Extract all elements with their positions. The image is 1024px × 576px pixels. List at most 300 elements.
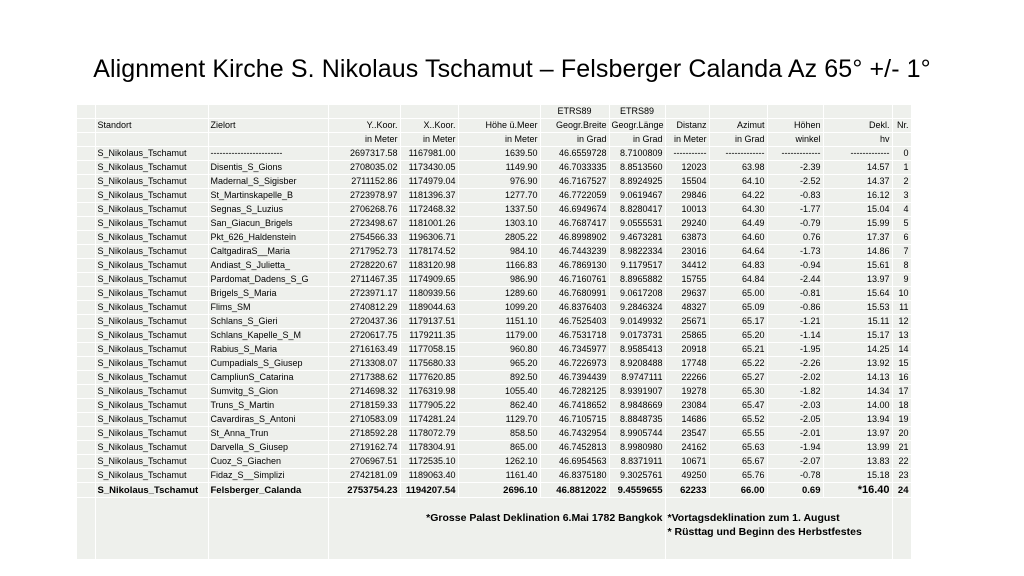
cell-laenge: 9.3025761: [609, 469, 665, 483]
cell-breite: 46.7167527: [540, 175, 609, 189]
cell-distanz: 17748: [665, 357, 709, 371]
cell-azimut: 64.49: [709, 217, 767, 231]
row-margin-cell: [77, 203, 95, 217]
cell-laenge: 8.7100809: [609, 147, 665, 161]
cell-x: 1178072.79: [400, 427, 458, 441]
cell-hoehenwinkel: -2.07: [767, 455, 823, 469]
cell-zielort: Rabius_S_Maria: [208, 343, 328, 357]
cell-standort: S_Nikolaus_Tschamut: [95, 287, 208, 301]
cell-standort: S_Nikolaus_Tschamut: [95, 357, 208, 371]
cell-distanz: 29637: [665, 287, 709, 301]
cell-dekl: 15.64: [823, 287, 892, 301]
cell-y: 2728220.67: [328, 259, 400, 273]
unit-hoehenwinkel: winkel: [767, 133, 823, 147]
row-margin-cell: [77, 245, 95, 259]
cell-y: 2697317.58: [328, 147, 400, 161]
table-row: [77, 469, 911, 483]
cell-hoehenwinkel: -2.44: [767, 273, 823, 287]
cell-hoehe: 1289.60: [458, 287, 540, 301]
table-row: [77, 147, 911, 161]
cell-azimut: -------------: [709, 147, 767, 161]
cell-hoehe: 1151.10: [458, 315, 540, 329]
cell-hoehe: 965.20: [458, 357, 540, 371]
cell-dekl: 15.11: [823, 315, 892, 329]
table-row: [77, 287, 911, 301]
cell-hoehenwinkel: -2.02: [767, 371, 823, 385]
cell-breite: 46.7105715: [540, 413, 609, 427]
row-margin-cell: [77, 301, 95, 315]
cell-hoehenwinkel: -0.78: [767, 469, 823, 483]
row-margin-cell: [77, 231, 95, 245]
cell-y: 2723498.67: [328, 217, 400, 231]
cell-laenge: 9.4559655: [609, 483, 665, 498]
cell-hoehe: 892.50: [458, 371, 540, 385]
alignment-table-sheet: [77, 105, 911, 560]
header-row-2: [77, 119, 911, 133]
cell-hoehenwinkel: -1.21: [767, 315, 823, 329]
cell-breite: 46.8812022: [540, 483, 609, 498]
cell-zielort: Flims_SM: [208, 301, 328, 315]
cell-standort: S_Nikolaus_Tschamut: [95, 189, 208, 203]
unit-azimut: in Grad: [709, 133, 767, 147]
cell-dekl: 13.94: [823, 413, 892, 427]
cell-y: 2720437.36: [328, 315, 400, 329]
cell-x: 1189063.40: [400, 469, 458, 483]
cell-hoehe: 1166.83: [458, 259, 540, 273]
cell-standort: S_Nikolaus_Tschamut: [95, 385, 208, 399]
cell-zielort: CaltgadiraS__Maria: [208, 245, 328, 259]
row-margin-cell: [77, 273, 95, 287]
table-row: [77, 427, 911, 441]
cell-hoehenwinkel: -0.79: [767, 217, 823, 231]
header-hoehenwinkel: Höhen: [767, 119, 823, 133]
header-row-3: [77, 133, 911, 147]
cell-hoehe: 858.50: [458, 427, 540, 441]
row-margin-cell: [77, 175, 95, 189]
cell-breite: 46.7531718: [540, 329, 609, 343]
header-nr: Nr.: [892, 119, 911, 133]
cell-x: 1173430.05: [400, 161, 458, 175]
cell-x: 1180939.56: [400, 287, 458, 301]
cell-distanz: 25865: [665, 329, 709, 343]
cell-x: 1174909.65: [400, 273, 458, 287]
cell-hoehe: 1055.40: [458, 385, 540, 399]
row-margin-cell: [77, 259, 95, 273]
cell-dekl: 15.04: [823, 203, 892, 217]
cell-hoehenwinkel: -1.82: [767, 385, 823, 399]
cell-breite: 46.7282125: [540, 385, 609, 399]
cell-azimut: 65.21: [709, 343, 767, 357]
row-margin-cell: [77, 161, 95, 175]
header-zielort: Zielort: [208, 119, 328, 133]
header-hoehe: Höhe ü.Meer: [458, 119, 540, 133]
cell-y: 2713308.07: [328, 357, 400, 371]
cell-breite: 46.7033335: [540, 161, 609, 175]
cell-distanz: 12023: [665, 161, 709, 175]
cell-zielort: Cavardiras_S_Antoni: [208, 413, 328, 427]
cell-dekl: 14.00: [823, 399, 892, 413]
cell-nr: 22: [892, 455, 911, 469]
cell-zielort: Disentis_S_Gions: [208, 161, 328, 175]
cell-laenge: 8.9822334: [609, 245, 665, 259]
cell-nr: 4: [892, 203, 911, 217]
cell-hoehe: 1303.10: [458, 217, 540, 231]
cell-y: 2711467.35: [328, 273, 400, 287]
cell-standort: S_Nikolaus_Tschamut: [95, 399, 208, 413]
cell-y: 2742181.09: [328, 469, 400, 483]
table-row: [77, 245, 911, 259]
cell-distanz: 14686: [665, 413, 709, 427]
cell-x: 1183120.98: [400, 259, 458, 273]
cell-x: 1177058.15: [400, 343, 458, 357]
cell-standort: S_Nikolaus_Tschamut: [95, 147, 208, 161]
cell-nr: 11: [892, 301, 911, 315]
cell-breite: 46.6954563: [540, 455, 609, 469]
cell-y: 2718159.33: [328, 399, 400, 413]
cell-breite: 46.7443239: [540, 245, 609, 259]
cell-distanz: 10671: [665, 455, 709, 469]
cell-breite: 46.6559728: [540, 147, 609, 161]
cell-distanz: 19278: [665, 385, 709, 399]
cell-hoehe: 1161.40: [458, 469, 540, 483]
cell-y: 2754566.33: [328, 231, 400, 245]
cell-zielort: Cuoz_S_Giachen: [208, 455, 328, 469]
cell-dekl: 17.37: [823, 231, 892, 245]
cell-laenge: 9.1179517: [609, 259, 665, 273]
cell-x: 1177905.22: [400, 399, 458, 413]
cell-nr: 19: [892, 413, 911, 427]
header-breite-system: ETRS89: [540, 105, 609, 119]
unit-breite: in Grad: [540, 133, 609, 147]
cell-zielort: St_Anna_Trun: [208, 427, 328, 441]
footnote-vortag: [665, 498, 892, 560]
table-row: [77, 413, 911, 427]
cell-azimut: 65.76: [709, 469, 767, 483]
cell-laenge: 8.9585413: [609, 343, 665, 357]
row-margin-cell: [77, 385, 95, 399]
row-margin-cell: [77, 147, 95, 161]
cell-y: 2710583.09: [328, 413, 400, 427]
cell-zielort: CampliunS_Catarina: [208, 371, 328, 385]
footnote-vortag-line1: *Vortagsdeklination zum 1. August: [667, 512, 840, 524]
cell-azimut: 65.63: [709, 441, 767, 455]
cell-distanz: 23547: [665, 427, 709, 441]
cell-azimut: 65.27: [709, 371, 767, 385]
cell-laenge: 8.9980980: [609, 441, 665, 455]
cell-y: 2706967.51: [328, 455, 400, 469]
cell-hoehenwinkel: -0.83: [767, 189, 823, 203]
cell-hoehe: 976.90: [458, 175, 540, 189]
row-margin-cell: [77, 217, 95, 231]
table-row: [77, 231, 911, 245]
cell-nr: 18: [892, 399, 911, 413]
header-y-koor: Y..Koor.: [328, 119, 400, 133]
cell-distanz: 25671: [665, 315, 709, 329]
cell-dekl: 13.97: [823, 427, 892, 441]
cell-azimut: 65.20: [709, 329, 767, 343]
cell-nr: 16: [892, 371, 911, 385]
cell-y: 2717388.62: [328, 371, 400, 385]
cell-standort: S_Nikolaus_Tschamut: [95, 273, 208, 287]
cell-distanz: 29240: [665, 217, 709, 231]
cell-nr: 23: [892, 469, 911, 483]
cell-x: 1175680.33: [400, 357, 458, 371]
cell-nr: 17: [892, 385, 911, 399]
cell-azimut: 64.60: [709, 231, 767, 245]
cell-hoehe: 1179.00: [458, 329, 540, 343]
cell-zielort: Andiast_S_Julietta_: [208, 259, 328, 273]
cell-zielort: St_Martinskapelle_B: [208, 189, 328, 203]
cell-zielort: Brigels_S_Maria: [208, 287, 328, 301]
cell-zielort: Felsberger_Calanda: [208, 483, 328, 498]
cell-breite: 46.8998902: [540, 231, 609, 245]
cell-laenge: 9.0173731: [609, 329, 665, 343]
cell-distanz: -----------: [665, 147, 709, 161]
cell-azimut: 64.30: [709, 203, 767, 217]
cell-hoehenwinkel: -2.26: [767, 357, 823, 371]
cell-y: 2717952.73: [328, 245, 400, 259]
table-row: [77, 343, 911, 357]
cell-distanz: 15755: [665, 273, 709, 287]
table-row: [77, 189, 911, 203]
cell-hoehenwinkel: -2.39: [767, 161, 823, 175]
table-row: [77, 161, 911, 175]
cell-breite: 46.7680991: [540, 287, 609, 301]
unit-x: in Meter: [400, 133, 458, 147]
cell-dekl: 15.53: [823, 301, 892, 315]
cell-hoehenwinkel: -0.81: [767, 287, 823, 301]
cell-standort: S_Nikolaus_Tschamut: [95, 203, 208, 217]
cell-x: 1167981.00: [400, 147, 458, 161]
cell-y: 2720617.75: [328, 329, 400, 343]
cell-laenge: 9.0619467: [609, 189, 665, 203]
cell-standort: S_Nikolaus_Tschamut: [95, 231, 208, 245]
cell-x: 1174281.24: [400, 413, 458, 427]
cell-azimut: 65.52: [709, 413, 767, 427]
cell-hoehenwinkel: -1.14: [767, 329, 823, 343]
cell-zielort: Schlans_S_Gieri: [208, 315, 328, 329]
cell-distanz: 24162: [665, 441, 709, 455]
cell-x: 1194207.54: [400, 483, 458, 498]
cell-y: 2714698.32: [328, 385, 400, 399]
cell-azimut: 66.00: [709, 483, 767, 498]
cell-y: 2719162.74: [328, 441, 400, 455]
table-row: [77, 315, 911, 329]
cell-zielort: Madernal_S_Sigisber: [208, 175, 328, 189]
cell-hoehe: 986.90: [458, 273, 540, 287]
unit-distanz: in Meter: [665, 133, 709, 147]
cell-laenge: 8.8371911: [609, 455, 665, 469]
unit-dekl: hv: [823, 133, 892, 147]
cell-x: 1189044.63: [400, 301, 458, 315]
cell-nr: 10: [892, 287, 911, 301]
cell-hoehe: 2805.22: [458, 231, 540, 245]
cell-laenge: 8.8965882: [609, 273, 665, 287]
row-margin-cell: [77, 469, 95, 483]
cell-hoehe: 960.80: [458, 343, 540, 357]
cell-nr: 3: [892, 189, 911, 203]
row-margin-cell: [77, 287, 95, 301]
cell-breite: 46.8375180: [540, 469, 609, 483]
table-row: [77, 329, 911, 343]
row-margin-cell: [77, 441, 95, 455]
cell-y: 2706268.76: [328, 203, 400, 217]
cell-breite: 46.7394439: [540, 371, 609, 385]
cell-nr: 0: [892, 147, 911, 161]
cell-azimut: 65.67: [709, 455, 767, 469]
cell-nr: 14: [892, 343, 911, 357]
page-title: Alignment Kirche S. Nikolaus Tschamut – Felsberger Calanda Az 65° +/- 1°: [93, 55, 931, 83]
cell-hoehenwinkel: -------------: [767, 147, 823, 161]
cell-laenge: 9.0149932: [609, 315, 665, 329]
cell-hoehenwinkel: -0.94: [767, 259, 823, 273]
cell-azimut: 64.64: [709, 245, 767, 259]
table-row: [77, 217, 911, 231]
cell-dekl: 13.99: [823, 441, 892, 455]
table-row: [77, 259, 911, 273]
cell-zielort: Schlans_Kapelle_S_M: [208, 329, 328, 343]
cell-standort: S_Nikolaus_Tschamut: [95, 259, 208, 273]
cell-distanz: 62233: [665, 483, 709, 498]
footnote-bangkok: *Grosse Palast Deklination 6.Mai 1782 Bangkok: [328, 498, 665, 560]
cell-nr: 5: [892, 217, 911, 231]
cell-laenge: 9.0555531: [609, 217, 665, 231]
cell-dekl: 15.17: [823, 329, 892, 343]
cell-breite: 46.7687417: [540, 217, 609, 231]
cell-dekl: -------------: [823, 147, 892, 161]
cell-distanz: 20918: [665, 343, 709, 357]
cell-hoehenwinkel: -2.05: [767, 413, 823, 427]
row-margin-cell: [77, 455, 95, 469]
cell-x: 1177620.85: [400, 371, 458, 385]
cell-standort: S_Nikolaus_Tschamut: [95, 161, 208, 175]
cell-hoehe: 865.00: [458, 441, 540, 455]
cell-dekl: 14.25: [823, 343, 892, 357]
cell-laenge: 8.9391907: [609, 385, 665, 399]
cell-hoehe: 1337.50: [458, 203, 540, 217]
cell-y: 2740812.29: [328, 301, 400, 315]
header-breite: Geogr.Breite: [540, 119, 609, 133]
cell-standort: S_Nikolaus_Tschamut: [95, 427, 208, 441]
cell-breite: 46.8376403: [540, 301, 609, 315]
cell-breite: 46.6949674: [540, 203, 609, 217]
cell-breite: 46.7722059: [540, 189, 609, 203]
cell-hoehe: 862.40: [458, 399, 540, 413]
cell-y: 2711152.86: [328, 175, 400, 189]
cell-distanz: 22266: [665, 371, 709, 385]
cell-standort: S_Nikolaus_Tschamut: [95, 441, 208, 455]
cell-distanz: 29846: [665, 189, 709, 203]
cell-distanz: 23084: [665, 399, 709, 413]
cell-standort: S_Nikolaus_Tschamut: [95, 217, 208, 231]
row-margin-cell: [77, 357, 95, 371]
header-x-koor: X..Koor.: [400, 119, 458, 133]
cell-standort: S_Nikolaus_Tschamut: [95, 483, 208, 498]
cell-x: 1178174.52: [400, 245, 458, 259]
cell-distanz: 23016: [665, 245, 709, 259]
cell-breite: 46.7869130: [540, 259, 609, 273]
cell-dekl: 13.92: [823, 357, 892, 371]
cell-breite: 46.7345977: [540, 343, 609, 357]
cell-zielort: Segnas_S_Luzius: [208, 203, 328, 217]
row-margin-cell: [77, 399, 95, 413]
cell-breite: 46.7226973: [540, 357, 609, 371]
cell-dekl: 13.97: [823, 273, 892, 287]
cell-azimut: 65.30: [709, 385, 767, 399]
cell-laenge: 8.8280417: [609, 203, 665, 217]
cell-x: 1174979.04: [400, 175, 458, 189]
cell-azimut: 64.10: [709, 175, 767, 189]
cell-zielort: ------------------------: [208, 147, 328, 161]
cell-dekl: 13.83: [823, 455, 892, 469]
cell-standort: S_Nikolaus_Tschamut: [95, 245, 208, 259]
cell-standort: S_Nikolaus_Tschamut: [95, 371, 208, 385]
header-distanz: Distanz: [665, 119, 709, 133]
row-margin-cell: [77, 343, 95, 357]
cell-azimut: 64.83: [709, 259, 767, 273]
cell-standort: S_Nikolaus_Tschamut: [95, 329, 208, 343]
cell-x: 1178304.91: [400, 441, 458, 455]
cell-breite: 46.7525403: [540, 315, 609, 329]
table-row: [77, 357, 911, 371]
cell-azimut: 63.98: [709, 161, 767, 175]
cell-azimut: 65.55: [709, 427, 767, 441]
cell-standort: S_Nikolaus_Tschamut: [95, 469, 208, 483]
cell-y: 2753754.23: [328, 483, 400, 498]
highlight-row-felsberger-calanda: [77, 483, 911, 498]
cell-nr: 12: [892, 315, 911, 329]
cell-hoehenwinkel: -1.94: [767, 441, 823, 455]
header-dekl: Dekl.: [823, 119, 892, 133]
cell-laenge: 8.9747111: [609, 371, 665, 385]
cell-standort: S_Nikolaus_Tschamut: [95, 175, 208, 189]
cell-dekl: 16.12: [823, 189, 892, 203]
cell-nr: 6: [892, 231, 911, 245]
cell-hoehenwinkel: -2.52: [767, 175, 823, 189]
cell-azimut: 65.17: [709, 315, 767, 329]
cell-hoehe: 1262.10: [458, 455, 540, 469]
table-row: [77, 175, 911, 189]
cell-dekl: *16.40: [823, 483, 892, 498]
cell-standort: S_Nikolaus_Tschamut: [95, 301, 208, 315]
unit-hoehe: in Meter: [458, 133, 540, 147]
header-laenge: Geogr.Länge: [609, 119, 665, 133]
cell-dekl: 14.57: [823, 161, 892, 175]
cell-hoehenwinkel: -2.03: [767, 399, 823, 413]
cell-nr: 13: [892, 329, 911, 343]
cell-x: 1176319.98: [400, 385, 458, 399]
header-row-1: [77, 105, 911, 119]
cell-x: 1172535.10: [400, 455, 458, 469]
footnote-row: [77, 498, 911, 560]
cell-zielort: Sumvitg_S_Gion: [208, 385, 328, 399]
cell-laenge: 9.0617208: [609, 287, 665, 301]
row-margin-cell: [77, 189, 95, 203]
cell-dekl: 15.61: [823, 259, 892, 273]
cell-hoehe: 1099.20: [458, 301, 540, 315]
cell-y: 2718592.28: [328, 427, 400, 441]
cell-standort: S_Nikolaus_Tschamut: [95, 343, 208, 357]
cell-azimut: 65.47: [709, 399, 767, 413]
cell-hoehe: 984.10: [458, 245, 540, 259]
cell-hoehenwinkel: 0.76: [767, 231, 823, 245]
footnote-vortag-line2: * Rüsttag und Beginn des Herbstfestes: [667, 526, 862, 538]
cell-zielort: San_Giacun_Brigels: [208, 217, 328, 231]
cell-dekl: 14.86: [823, 245, 892, 259]
cell-hoehenwinkel: -0.86: [767, 301, 823, 315]
cell-zielort: Truns_S_Martin: [208, 399, 328, 413]
table-row: [77, 371, 911, 385]
